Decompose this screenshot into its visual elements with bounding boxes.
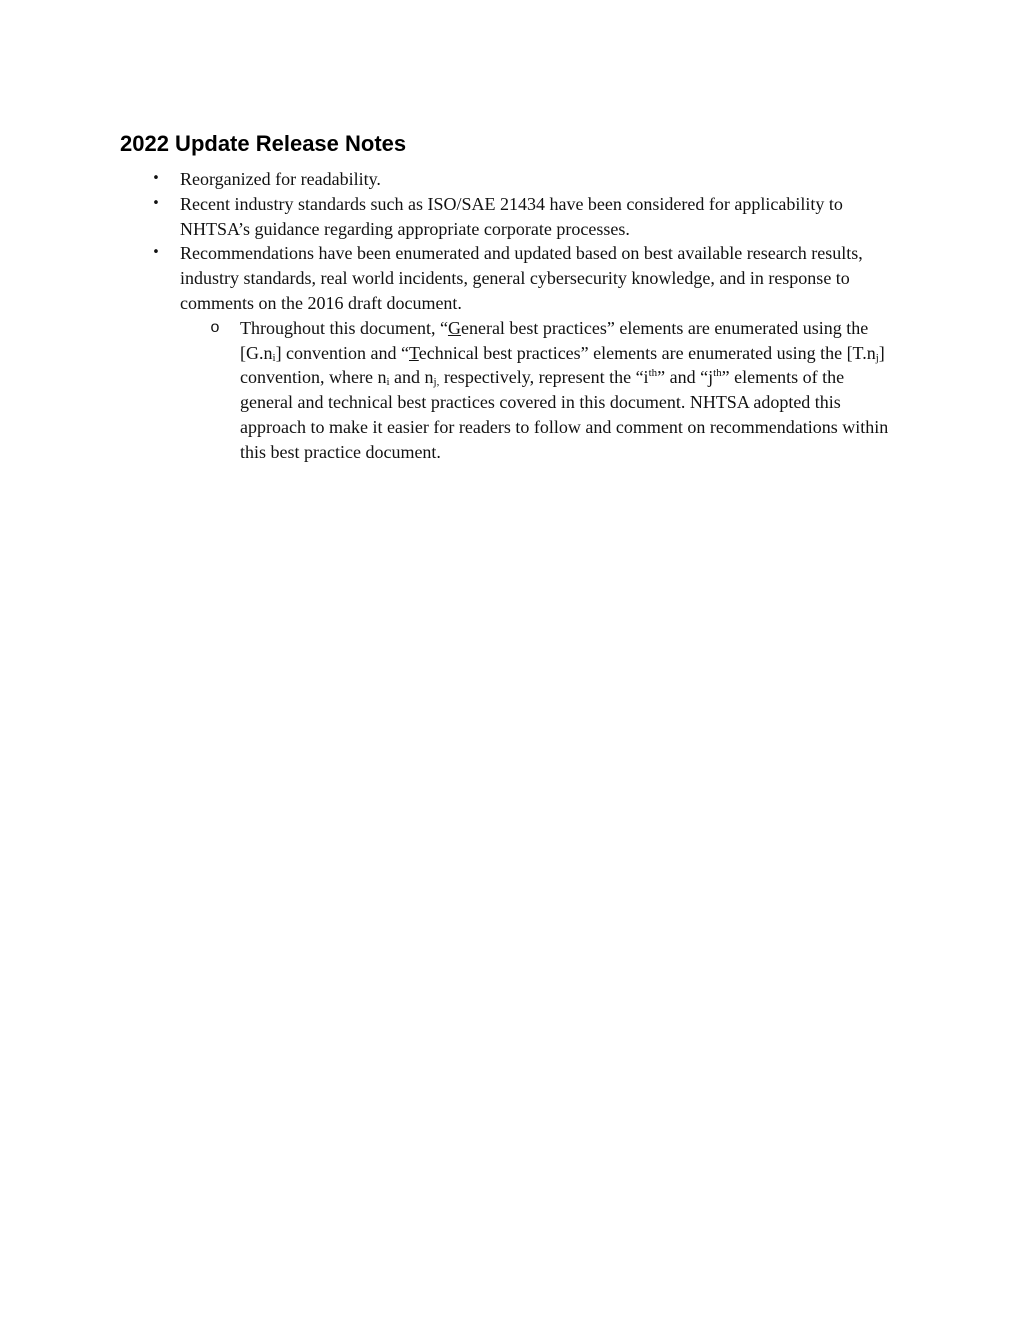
- subscript: i: [272, 351, 276, 364]
- text-run: echnical best practices” elements are enumerated using the [T.n: [418, 342, 876, 363]
- list-item: [0, 167, 900, 192]
- circle-bullet-icon: o: [210, 318, 220, 336]
- list-item: [0, 241, 900, 464]
- list-item: [0, 192, 900, 242]
- text-run: respectively, represent the “i: [439, 367, 649, 388]
- list-item-text: Reorganized for readability.: [180, 169, 381, 189]
- underlined-letter: G: [447, 317, 461, 338]
- text-run: ] convention and “: [275, 342, 410, 363]
- subscript: j,: [433, 376, 440, 389]
- section-heading: 2022 Update Release Notes: [120, 131, 407, 156]
- bullet-icon: •: [152, 171, 160, 186]
- text-run: ] convention, where n: [240, 342, 885, 388]
- text-run: ” elements of the general and technical best practices covered in this document. NHTSA adopted this approach to make it easier for readers to follow and comment on recommendations within this best practice document.: [240, 367, 889, 462]
- text-run: ” and “j: [657, 367, 714, 388]
- subscript: j: [875, 351, 879, 364]
- superscript: th: [648, 367, 658, 380]
- bullet-icon: •: [152, 195, 160, 211]
- bullet-icon: •: [152, 245, 160, 261]
- list-item-text: Recommendations have been enumerated and updated based on best available research results, industry standards, real world incidents, general cybersecurity knowledge, and in response to comments on the 2016 draft document.: [180, 243, 863, 313]
- underlined-letter: T: [409, 342, 419, 363]
- subscript: i: [386, 376, 390, 389]
- text-run: Throughout this document, “: [240, 317, 448, 338]
- release-notes-list: [0, 167, 1020, 465]
- superscript: th: [713, 367, 722, 380]
- text-run: eneral best practices” elements are enumerated using the [G.n: [240, 317, 869, 363]
- text-run: and n: [389, 367, 434, 388]
- list-item-text: Recent industry standards such as ISO/SAE 21434 have been considered for applicability to NHTSA’s guidance regarding appropriate corporate processes.: [180, 193, 843, 239]
- sub-list-item-text: [240, 318, 888, 462]
- sub-list: [180, 316, 900, 465]
- sub-list-item: [0, 316, 890, 465]
